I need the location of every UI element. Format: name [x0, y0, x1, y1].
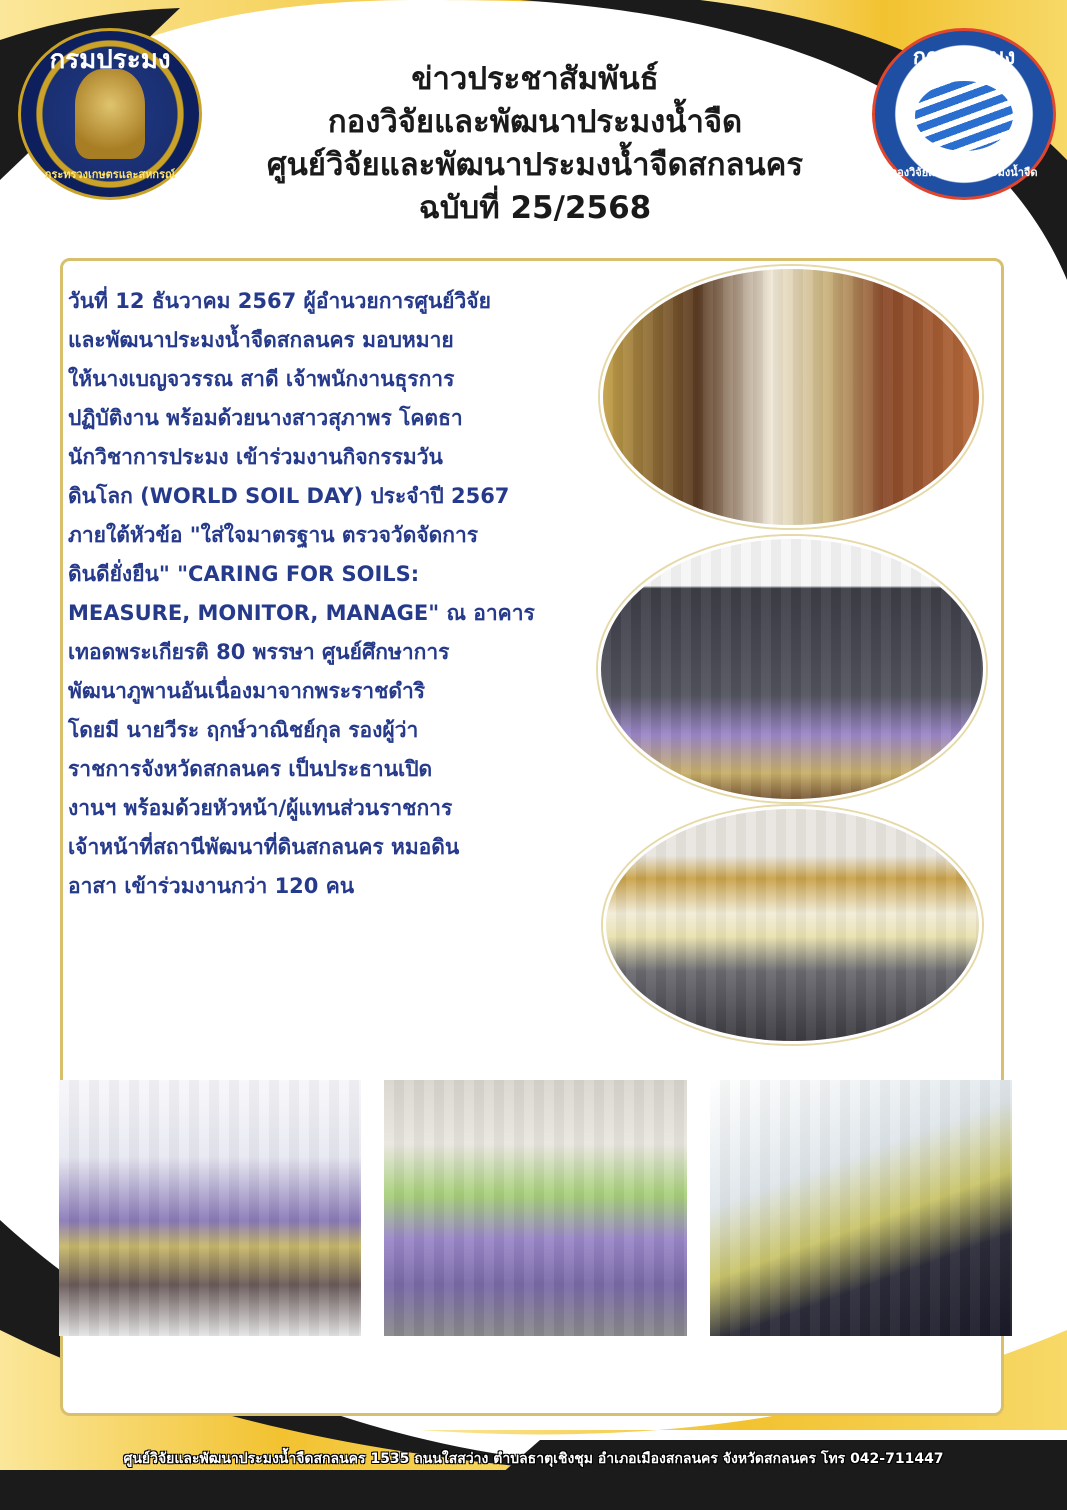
- logo-left-ring-bottom: กระทรวงเกษตรและสหกรณ์: [44, 168, 176, 181]
- body-line: ปฏิบัติงาน พร้อมด้วยนางสาวสุภาพร โคตธา: [68, 406, 463, 430]
- title-line-2: กองวิจัยและพัฒนาประมงน้ำจืด: [327, 104, 743, 140]
- body-line: โดยมี นายวีระ ฤกษ์วาณิชย์กุล รองผู้ว่า: [68, 718, 419, 742]
- logo-right-ring-bottom: กองวิจัยและพัฒนาประมงน้ำจืด: [890, 166, 1038, 179]
- freshwater-division-logo: [872, 28, 1056, 200]
- fisheries-department-logo: [18, 28, 202, 200]
- title-line-4: ฉบับที่ 25/2568: [418, 190, 652, 226]
- body-line: ดินโลก (WORLD SOIL DAY) ประจำปี 2567: [68, 484, 510, 508]
- logo-left-ring-top: กรมประมง: [49, 45, 171, 75]
- photo-group-hall: [59, 1080, 361, 1336]
- body-line: ราชการจังหวัดสกลนคร เป็นประธานเปิด: [68, 757, 433, 781]
- body-line: MEASURE, MONITOR, MANAGE" ณ อาคาร: [68, 601, 535, 625]
- body-line: นักวิชาการประมง เข้าร่วมงานกิจกรรมวัน: [68, 445, 443, 469]
- photo-seated-attendees: [710, 1080, 1012, 1336]
- body-line: และพัฒนาประมงน้ำจืดสกลนคร มอบหมาย: [68, 328, 454, 352]
- body-line: ให้นางเบญจวรรณ สาดี เจ้าพนักงานธุรการ: [68, 367, 455, 391]
- body-line: ดินดียั่งยืน" "CARING FOR SOILS:: [68, 562, 420, 586]
- footer-address: ศูนย์วิจัยและพัฒนาประมงน้ำจืดสกลนคร 1535 ถนนใสสว่าง ตำบลธาตุเชิงชุม อำเภอเมืองสกลนคร จังหวัดสกลนคร โทร 042-711447: [123, 1451, 944, 1467]
- body-line: เทอดพระเกียรติ 80 พรรษา ศูนย์ศึกษาการ: [68, 640, 450, 664]
- title-line-3: ศูนย์วิจัยและพัฒนาประมงน้ำจืดสกลนคร: [266, 147, 804, 183]
- fish-wave-icon: [915, 81, 1013, 151]
- photo-portrait-ceremony: [600, 266, 982, 528]
- body-line: อาสา เข้าร่วมงานกว่า 120 คน: [68, 874, 355, 898]
- body-line: วันที่ 12 ธันวาคม 2567 ผู้อำนวยการศูนย์วิจัย: [68, 289, 491, 313]
- photo-speakers-podium: [598, 536, 986, 802]
- photo-hall-audience: [603, 806, 982, 1044]
- photo-group-stage: [384, 1080, 687, 1336]
- body-line: เจ้าหน้าที่สถานีพัฒนาที่ดินสกลนคร หมอดิน: [68, 835, 460, 859]
- page-title: [200, 58, 870, 230]
- logo-right-ring-top: กรมประมง: [912, 45, 1016, 70]
- body-line: ภายใต้หัวข้อ "ใส่ใจมาตรฐาน ตรวจวัดจัดการ: [68, 523, 479, 547]
- title-line-1: ข่าวประชาสัมพันธ์: [411, 61, 659, 97]
- body-line: พัฒนาภูพานอันเนื่องมาจากพระราชดำริ: [68, 679, 426, 703]
- news-body: [68, 282, 596, 906]
- emblem-icon: [75, 69, 145, 159]
- body-line: งานฯ พร้อมด้วยหัวหน้า/ผู้แทนส่วนราชการ: [68, 796, 453, 820]
